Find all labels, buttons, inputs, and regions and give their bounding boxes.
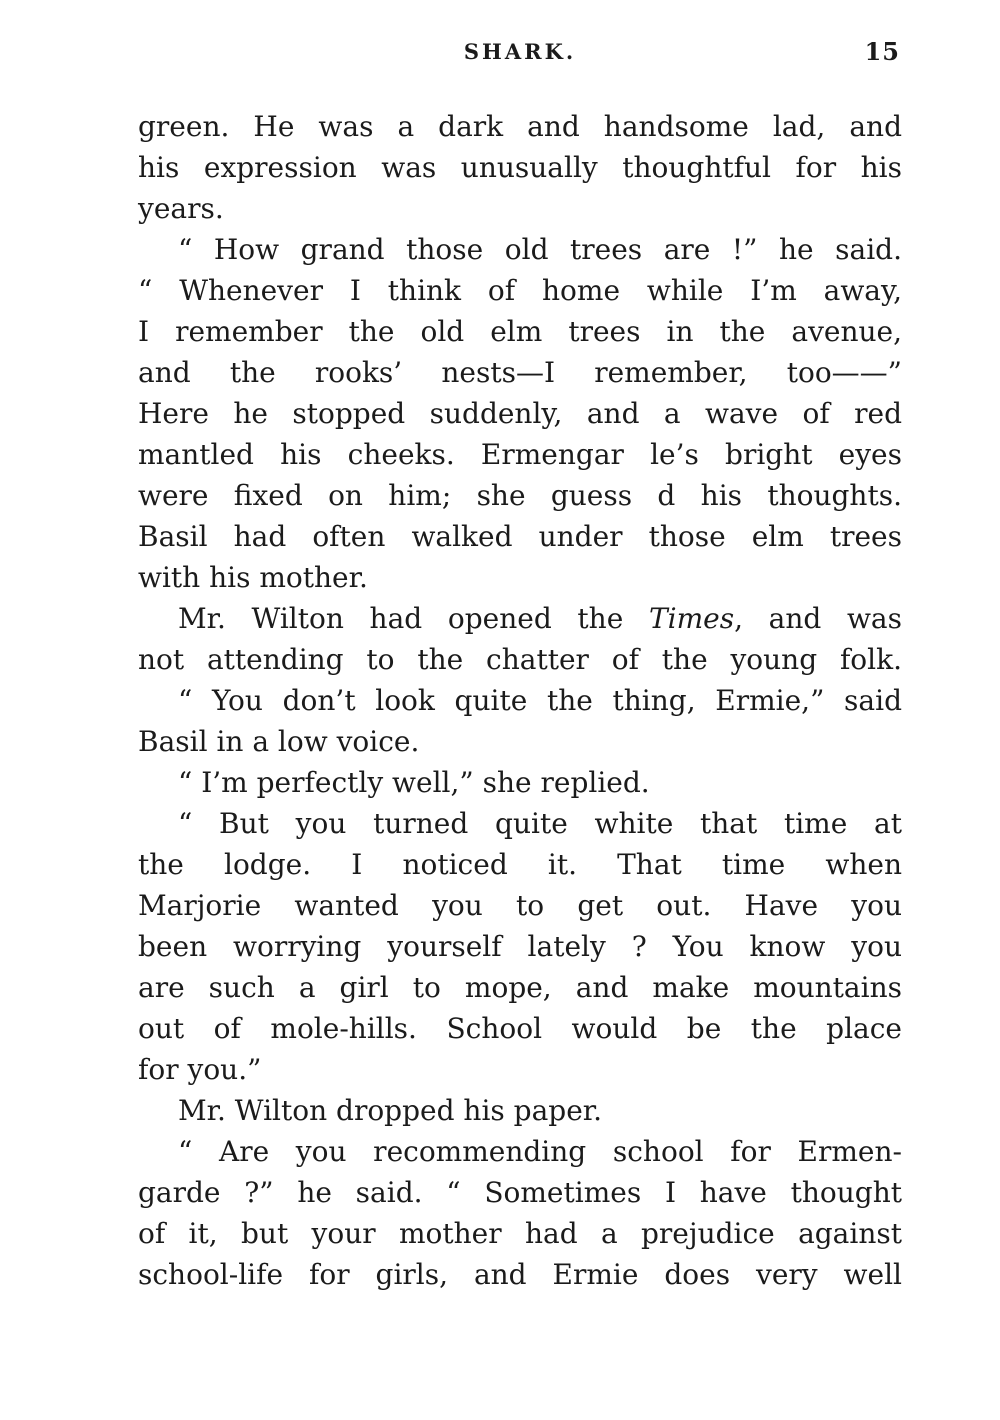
page-header	[138, 38, 902, 68]
text-line: of it, but your mother had a prejudice against	[138, 1217, 902, 1250]
text-line: out of mole-hills. School would be the place	[138, 1012, 902, 1045]
text-line: were fixed on him; she guess d his thoughts.	[138, 479, 902, 512]
text-line: are such a girl to mope, and make mountains	[138, 971, 902, 1004]
text-segment: Mr. Wilton had opened the	[178, 602, 649, 635]
text-line: school-life for girls, and Ermie does very well	[138, 1258, 902, 1291]
text-line: Marjorie wanted you to get out. Have you	[138, 889, 902, 922]
text-line: Basil in a low voice.	[138, 725, 420, 758]
text-line: Basil had often walked under those elm trees	[138, 520, 902, 553]
text-line: and the rooks’ nests—I remember, too——”	[138, 356, 902, 389]
text-line: years.	[138, 192, 224, 225]
text-segment: , and was	[734, 602, 902, 635]
page-number: 15	[864, 37, 900, 66]
text-line	[138, 598, 902, 639]
text-line: I remember the old elm trees in the avenue,	[138, 315, 902, 348]
text-line: green. He was a dark and handsome lad, and	[138, 110, 902, 143]
text-line: the lodge. I noticed it. That time when	[138, 848, 902, 881]
text-line: “ But you turned quite white that time at	[178, 807, 902, 840]
text-line: not attending to the chatter of the young folk.	[138, 643, 902, 676]
text-line: been worrying yourself lately ? You know you	[138, 930, 902, 963]
text-line: “ I’m perfectly well,” she replied.	[178, 766, 650, 799]
text-line: “ How grand those old trees are !” he said.	[178, 233, 902, 266]
text-line: “ Whenever I think of home while I’m away,	[138, 274, 902, 307]
text-line: Here he stopped suddenly, and a wave of red	[138, 397, 902, 430]
text-line: “ Are you recommending school for Ermen-	[178, 1135, 902, 1168]
text-line: garde ?” he said. “ Sometimes I have thought	[138, 1176, 902, 1209]
text-line: mantled his cheeks. Ermengar le’s bright eyes	[138, 438, 902, 471]
text-line: his expression was unusually thoughtful for his	[138, 151, 902, 184]
text-line: Mr. Wilton dropped his paper.	[178, 1094, 603, 1127]
text-line: for you.”	[138, 1053, 262, 1086]
running-title: SHARK.	[463, 39, 577, 64]
italic-text: Times	[648, 602, 735, 635]
text-line: “ You don’t look quite the thing, Ermie,” said	[178, 684, 902, 717]
text-line: with his mother.	[138, 561, 368, 594]
text-block	[138, 106, 902, 1295]
